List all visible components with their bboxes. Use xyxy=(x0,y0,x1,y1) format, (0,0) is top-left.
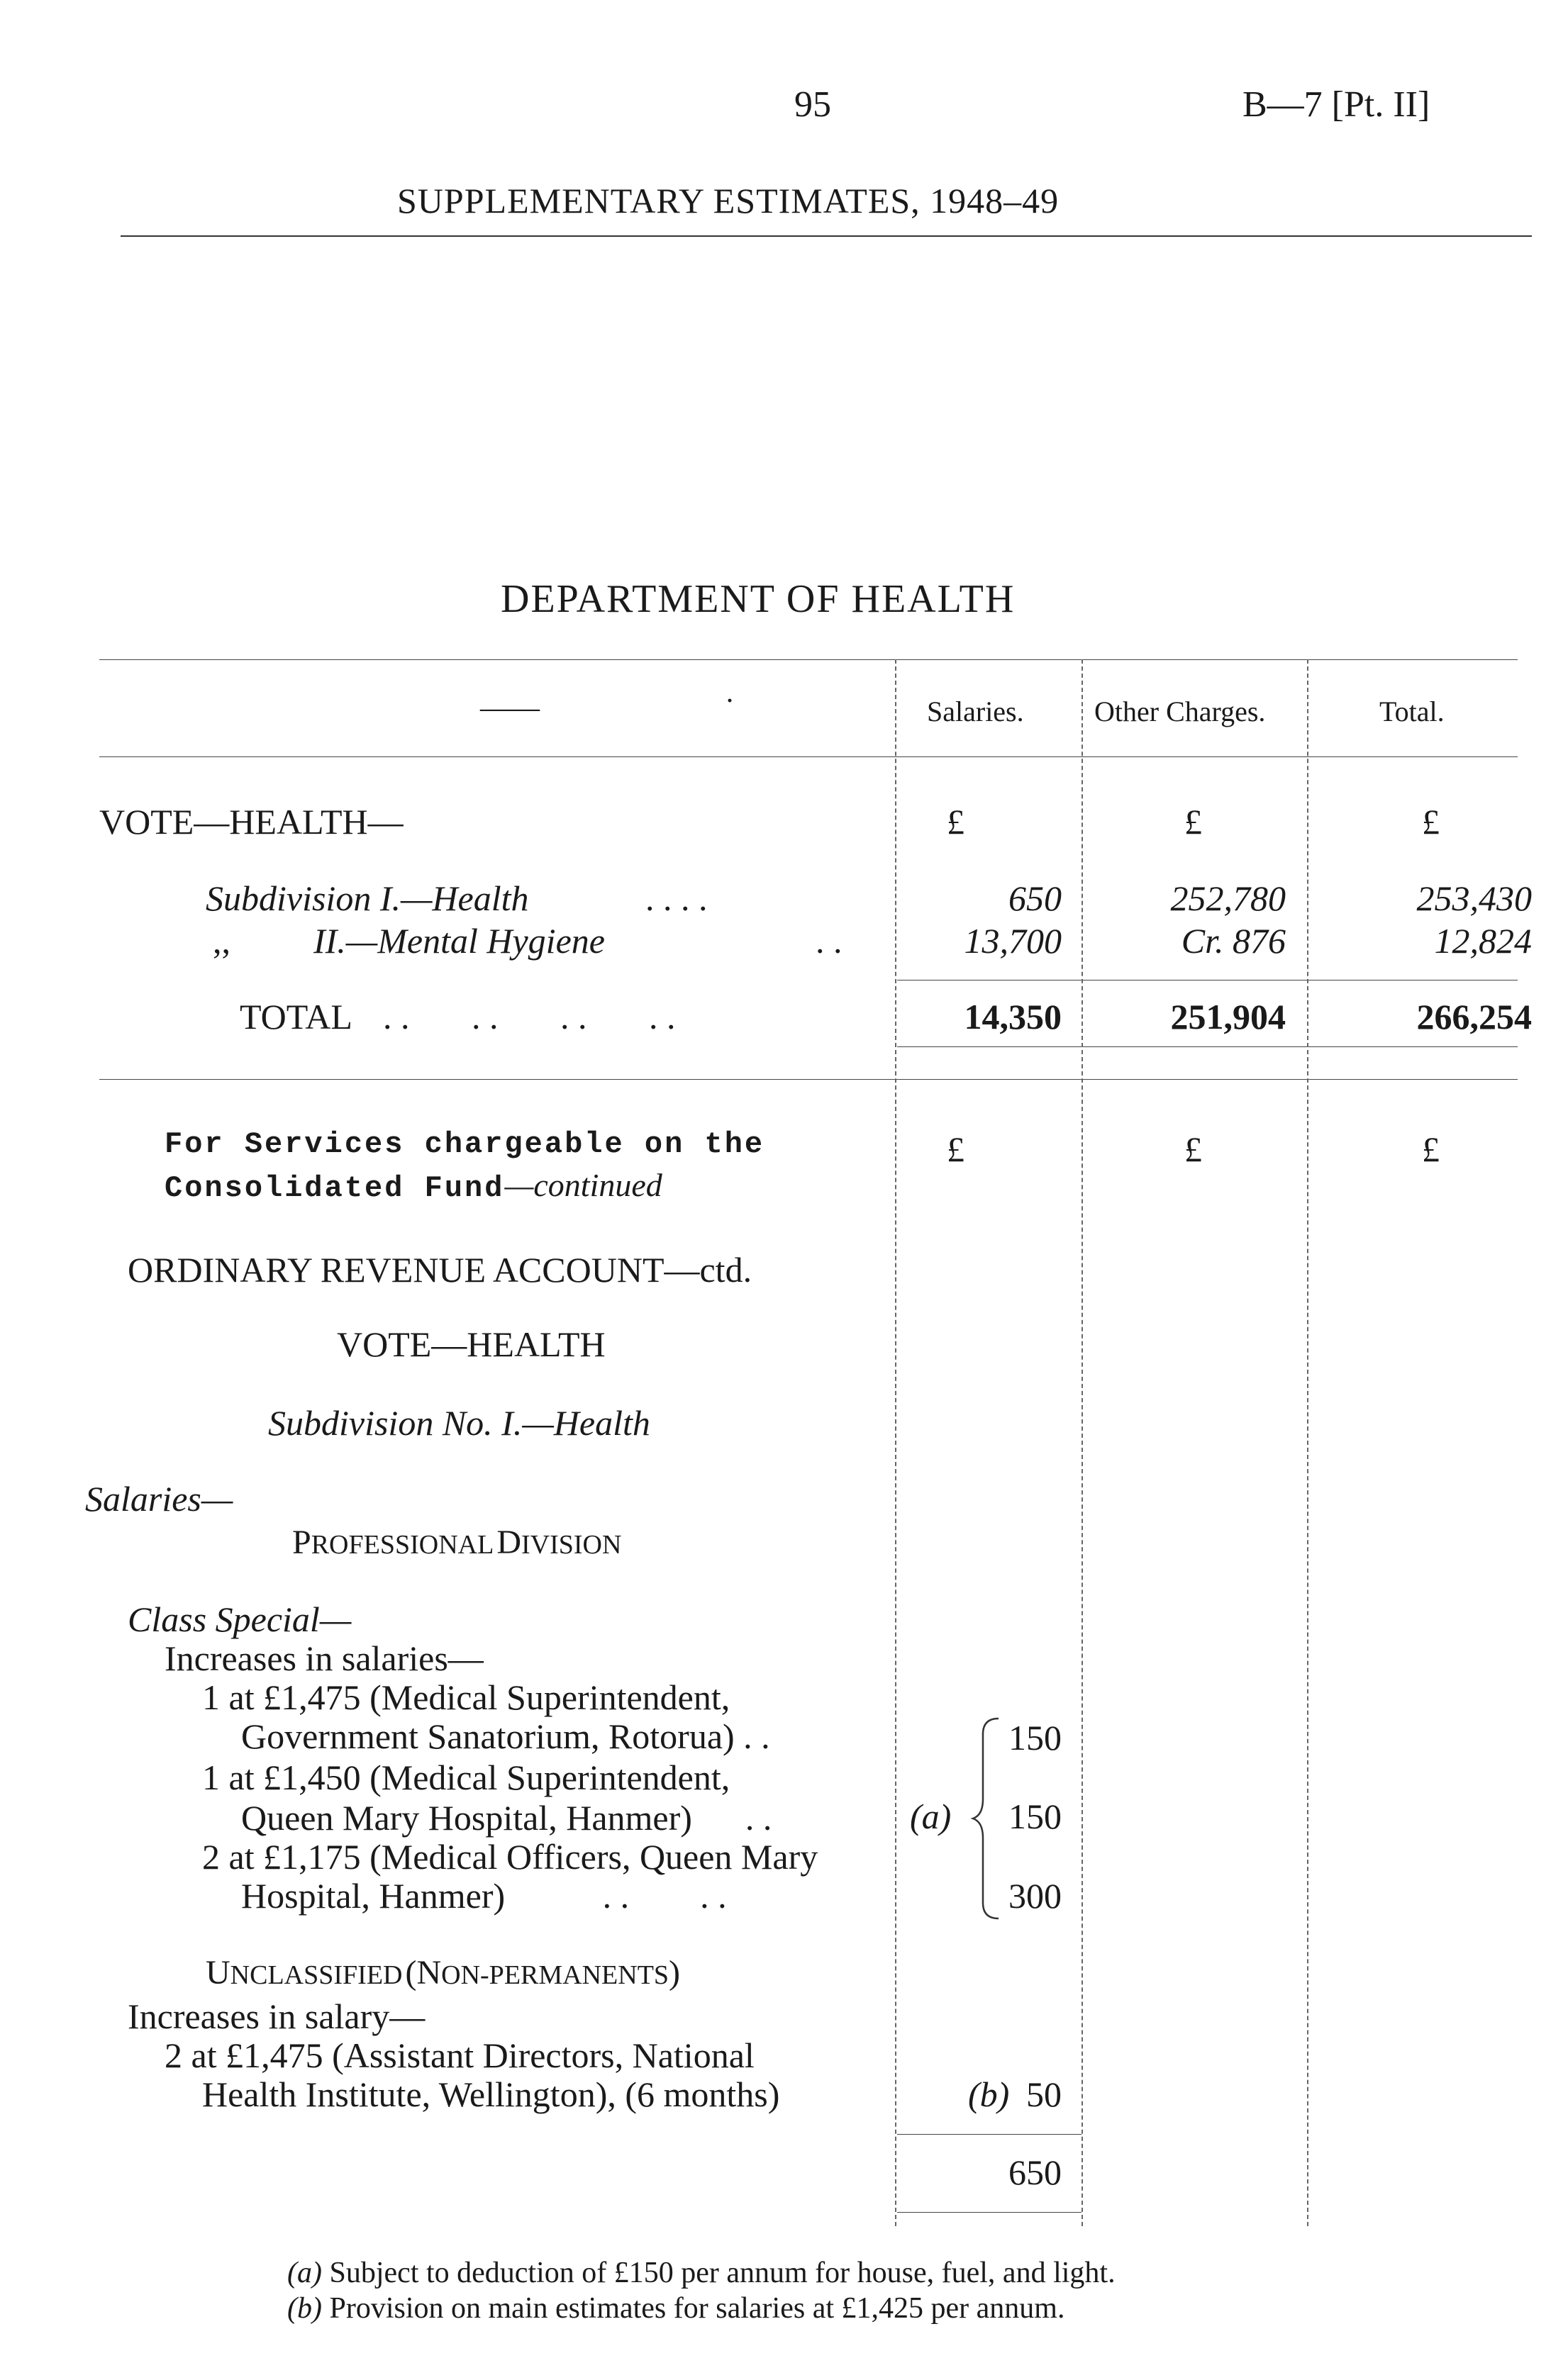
subdivision-heading: Subdivision No. I.—Health xyxy=(268,1403,650,1443)
footnote-mark-a: (a) xyxy=(910,1797,952,1836)
row-leader: . . xyxy=(816,921,843,961)
column-rule-1 xyxy=(895,659,896,2226)
unclassified-item-amount: 50 xyxy=(1026,2074,1062,2114)
services-currency-total: £ xyxy=(1422,1129,1440,1169)
footnote-b: (b) Provision on main estimates for salaries at £1,425 per annum. xyxy=(287,2292,1065,2325)
total-label: TOTAL xyxy=(240,997,352,1037)
account-heading: ORDINARY REVENUE ACCOUNT—ctd. xyxy=(128,1250,752,1290)
page-title: SUPPLEMENTARY ESTIMATES, 1948–49 xyxy=(397,181,1060,220)
row-other-charges-value: 252,780 xyxy=(1170,878,1286,918)
services-heading-line2 xyxy=(165,1166,662,1205)
column-header-salaries: Salaries. xyxy=(927,695,1024,727)
services-currency-other: £ xyxy=(1184,1129,1202,1169)
department-title: DEPARTMENT OF HEALTH xyxy=(501,577,1016,621)
footnote-a: (a) Subject to deduction of £150 per annum for house, fuel, and light. xyxy=(287,2257,1116,2289)
vote-heading: VOTE—HEALTH xyxy=(337,1324,606,1364)
table-row-label: Subdivision I.—Health xyxy=(206,878,529,918)
services-heading-bold: Consolidated Fund xyxy=(165,1171,505,1205)
class-special-label: Class Special— xyxy=(128,1599,352,1639)
services-heading-line1: For Services chargeable on the xyxy=(165,1127,765,1161)
row-salaries-value: 13,700 xyxy=(964,921,1062,961)
item-3-line1: 2 at £1,175 (Medical Officers, Queen Mary xyxy=(202,1837,818,1877)
table-row-label: II.—Mental Hygiene xyxy=(313,921,605,961)
row-leader: . . . . xyxy=(645,878,708,918)
table-bottom-rule xyxy=(99,1079,1518,1080)
unclassified-item-line2: Health Institute, Wellington), (6 months) xyxy=(202,2074,780,2114)
column-header-blank: —— xyxy=(480,692,540,725)
table-header-rule xyxy=(99,756,1518,757)
table-total-rule xyxy=(897,1046,1518,1047)
currency-other: £ xyxy=(1184,802,1202,842)
services-heading-italic: —continued xyxy=(504,1167,662,1203)
total-salaries: 14,350 xyxy=(964,997,1062,1037)
increases-label: Increases in salaries— xyxy=(165,1638,484,1678)
document-reference: B—7 [Pt. II] xyxy=(1242,84,1430,125)
table-top-rule xyxy=(99,659,1518,660)
salaries-label: Salaries— xyxy=(85,1479,233,1519)
item-2-line1: 1 at £1,450 (Medical Superintendent, xyxy=(202,1758,730,1797)
column-rule-2 xyxy=(1082,659,1083,2226)
item-1-line2: Government Sanatorium, Rotorua) . . xyxy=(241,1716,770,1756)
row-total-value: 12,824 xyxy=(1434,921,1532,961)
row-salaries-value: 650 xyxy=(1008,878,1062,918)
unclassified-heading: UNCLASSIFIED (NON-PERMANENTS) xyxy=(206,1954,681,1991)
total-other-charges: 251,904 xyxy=(1170,997,1286,1037)
header-rule xyxy=(121,235,1532,237)
item-1-line1: 1 at £1,475 (Medical Superintendent, xyxy=(202,1677,730,1717)
currency-salaries: £ xyxy=(947,802,964,842)
page-number: 95 xyxy=(794,84,831,125)
column-header-dot: · xyxy=(725,685,735,717)
unclassified-item-line1: 2 at £1,475 (Assistant Directors, National xyxy=(165,2035,755,2075)
row-total-value: 253,430 xyxy=(1416,878,1532,918)
subtotal-rule xyxy=(897,2134,1082,2135)
vote-label: VOTE—HEALTH— xyxy=(99,802,404,842)
subtotal-bottom-rule xyxy=(897,2212,1082,2213)
currency-total: £ xyxy=(1422,802,1440,842)
table-subtotal-rule xyxy=(897,980,1518,981)
item-1-amount: 150 xyxy=(1008,1718,1062,1758)
column-header-total: Total. xyxy=(1379,695,1445,727)
ditto-mark: ,, xyxy=(213,921,230,961)
professional-division-heading: PROFESSIONAL DIVISION xyxy=(292,1524,622,1561)
subtotal-value: 650 xyxy=(1008,2152,1062,2192)
column-rule-3 xyxy=(1307,659,1308,2226)
row-other-charges-value: Cr. 876 xyxy=(1181,921,1286,961)
item-3-amount: 300 xyxy=(1008,1876,1062,1916)
total-leader: . . . . . . . . xyxy=(383,997,676,1037)
increases-salary-label: Increases in salary— xyxy=(128,1996,426,2036)
services-currency-salaries: £ xyxy=(947,1129,964,1169)
item-3-line2: Hospital, Hanmer) . . . . xyxy=(241,1876,727,1916)
item-2-line2: Queen Mary Hospital, Hanmer) . . xyxy=(241,1798,772,1838)
footnote-mark-b: (b) xyxy=(968,2074,1010,2114)
item-2-amount: 150 xyxy=(1008,1797,1062,1836)
total-total: 266,254 xyxy=(1416,997,1532,1037)
column-header-other-charges: Other Charges. xyxy=(1094,695,1266,727)
